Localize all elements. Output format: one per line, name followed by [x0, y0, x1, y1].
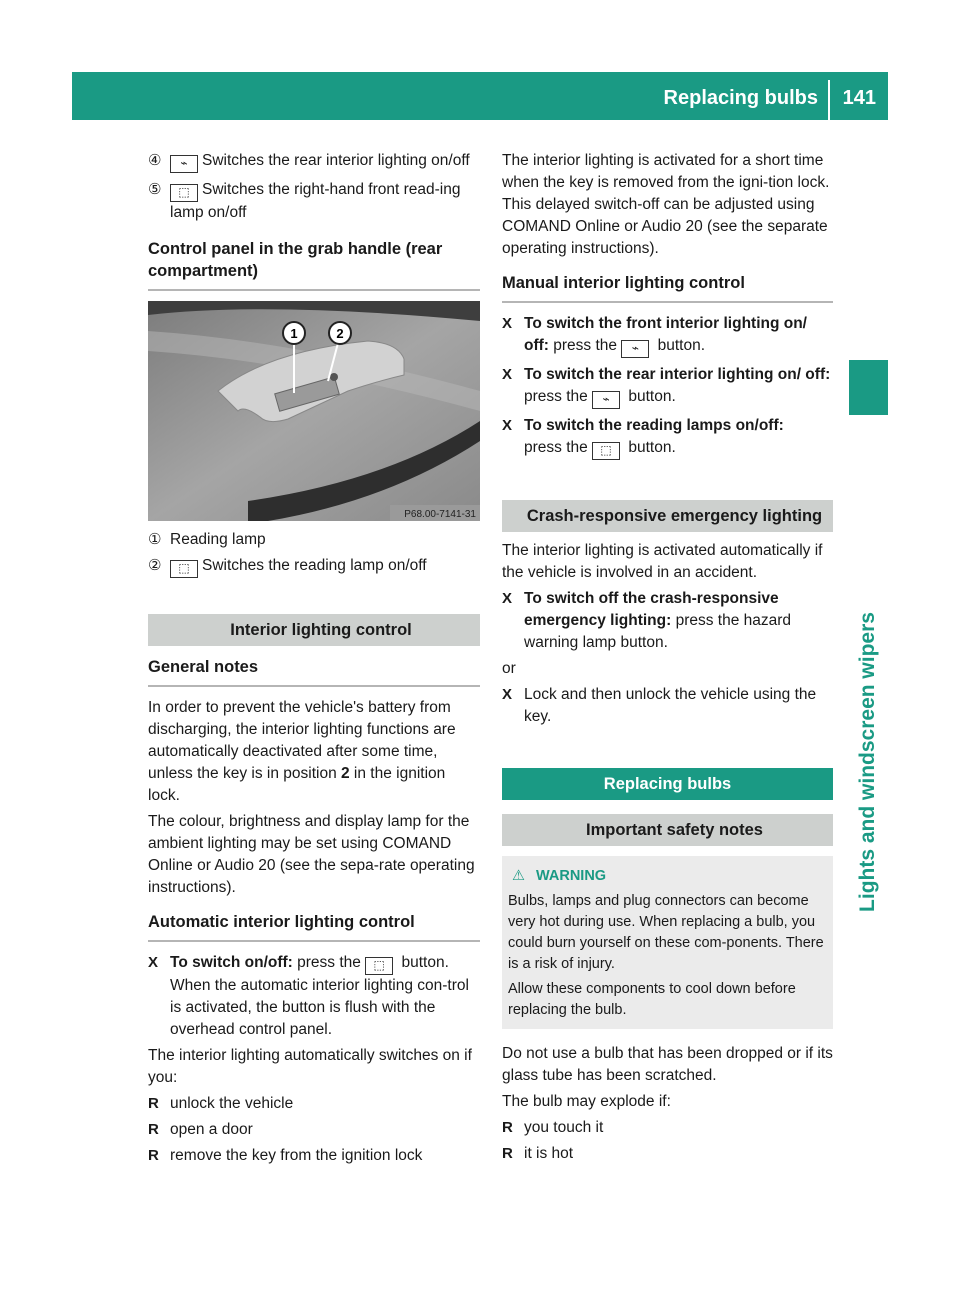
legend-number-1: ① — [148, 531, 162, 548]
legend-item-4 — [148, 150, 480, 173]
dropped-bulb-paragraph: Do not use a bulb that has been dropped or if its glass tube has been scratched. — [502, 1045, 833, 1084]
instruction-step-front: X To switch the front interior lighting on/ off: press the ⌁ button. — [502, 313, 833, 358]
legend-number-5: ⑤ — [148, 181, 162, 198]
section-band-safety-notes: Important safety notes — [502, 814, 833, 846]
page-number: 141 — [842, 87, 876, 109]
page-section-title: Replacing bulbs — [663, 87, 818, 109]
legend-text-1: Reading lamp — [170, 531, 266, 548]
front-light-icon: ⌁ — [621, 340, 649, 358]
warning-icon: ⚠ — [512, 868, 525, 884]
rear-light-icon: ⌁ — [592, 391, 620, 409]
reading-lamp-icon: ⬚ — [170, 184, 198, 202]
warning-paragraph-2: Allow these components to cool down before replacing the bulb. — [508, 981, 796, 1018]
instruction-step-lock-unlock: X Lock and then unlock the vehicle using the key. — [502, 686, 817, 725]
reading-lamp-icon: ⬚ — [592, 442, 620, 460]
section-heading-grab-handle: Control panel in the grab handle (rear compartment) — [148, 238, 480, 291]
header-divider — [828, 80, 830, 120]
step-marker: X — [502, 417, 513, 434]
instruction-step-rear: X To switch the rear interior lighting on/ off: press the ⌁ button. — [502, 364, 833, 409]
warning-box — [502, 856, 833, 1029]
step-marker: X — [148, 954, 159, 971]
rear-light-icon: ⌁ — [170, 155, 198, 173]
step-marker: X — [502, 315, 513, 332]
list-item: R you touch it — [502, 1119, 604, 1136]
legend-number-4: ④ — [148, 152, 162, 169]
warning-title: ⚠ WARNING — [508, 866, 827, 887]
auto-switch-paragraph: The interior lighting automatically switches on if you: — [148, 1047, 472, 1086]
right-column — [502, 150, 833, 1165]
legend-text-2: Switches the reading lamp on/off — [202, 557, 427, 574]
list-item: R unlock the vehicle — [148, 1095, 294, 1112]
warning-paragraph-1: Bulbs, lamps and plug connectors can become very hot during use. When replacing a bulb, you could burn yourself on these com-ponents. There is a risk of injury. — [508, 893, 824, 972]
chapter-label: Lights and windscreen wipers — [856, 612, 879, 912]
callout-1: 1 — [290, 326, 298, 341]
section-band-interior-lighting: Interior lighting control — [148, 614, 480, 646]
list-item: R remove the key from the ignition lock — [148, 1147, 423, 1164]
subheading-automatic-control: Automatic interior lighting control — [148, 911, 480, 942]
image-reference-code: P68.00-7141-31 — [404, 509, 476, 520]
explode-paragraph: The bulb may explode if: — [502, 1093, 671, 1110]
list-item: R it is hot — [502, 1145, 574, 1162]
callout-2: 2 — [336, 326, 344, 341]
legend-text-4: Switches the rear interior lighting on/off — [202, 152, 470, 169]
legend-item-5 — [148, 179, 480, 224]
section-band-replacing-bulbs: Replacing bulbs — [502, 768, 833, 800]
auto-step-note: When the automatic interior lighting con-trol is activated, the button is flush with the overhead control panel. — [170, 977, 469, 1038]
list-item: R open a door — [148, 1121, 253, 1138]
reading-lamp-icon: ⬚ — [170, 560, 198, 578]
legend-text-5: Switches the right-hand front read-ing lamp on/off — [170, 181, 461, 221]
step-marker: X — [502, 686, 513, 703]
grab-handle-photo — [148, 301, 480, 521]
subheading-manual-control: Manual interior lighting control — [502, 272, 833, 303]
legend-number-2: ② — [148, 557, 162, 574]
step-marker: X — [502, 590, 513, 607]
photo-legend-1 — [148, 529, 480, 551]
instruction-step-auto: X To switch on/off: press the ⬚ button. — [148, 952, 480, 975]
step-marker: X — [502, 366, 513, 383]
crash-lighting-paragraph: The interior lighting is activated automatically if the vehicle is involved in an accident. — [502, 542, 823, 581]
left-column — [148, 150, 480, 1167]
general-notes-paragraph-1: In order to prevent the vehicle's battery from discharging, the interior lighting functions are automatically deactivated after some time, unless the key is in position 2 in the ignition lock. — [148, 699, 456, 804]
photo-legend-2 — [148, 555, 480, 578]
general-notes-paragraph-2: The colour, brightness and display lamp for the ambient lighting may be set using COMAND Online or Audio 20 (see the sepa-rate operating instructions). — [148, 813, 475, 896]
delayed-switch-off-paragraph: The interior lighting is activated for a short time when the key is removed from the igni-tion lock. This delayed switch-off can be adjusted using COMAND Online or Audio 20 (see the separate operating instructions). — [502, 152, 830, 257]
auto-light-icon: ⬚ — [365, 957, 393, 975]
subheading-general-notes: General notes — [148, 656, 480, 687]
or-separator: or — [502, 660, 516, 677]
section-band-crash-lighting: Crash-responsive emergency lighting — [502, 500, 833, 532]
instruction-step-crash-off: X To switch off the crash-responsive emergency lighting: press the hazard warning lamp button. — [502, 590, 792, 651]
instruction-step-reading: X To switch the reading lamps on/off: press the ⬚ button. — [502, 415, 833, 460]
chapter-tab — [849, 360, 888, 415]
header-bar — [72, 72, 888, 120]
